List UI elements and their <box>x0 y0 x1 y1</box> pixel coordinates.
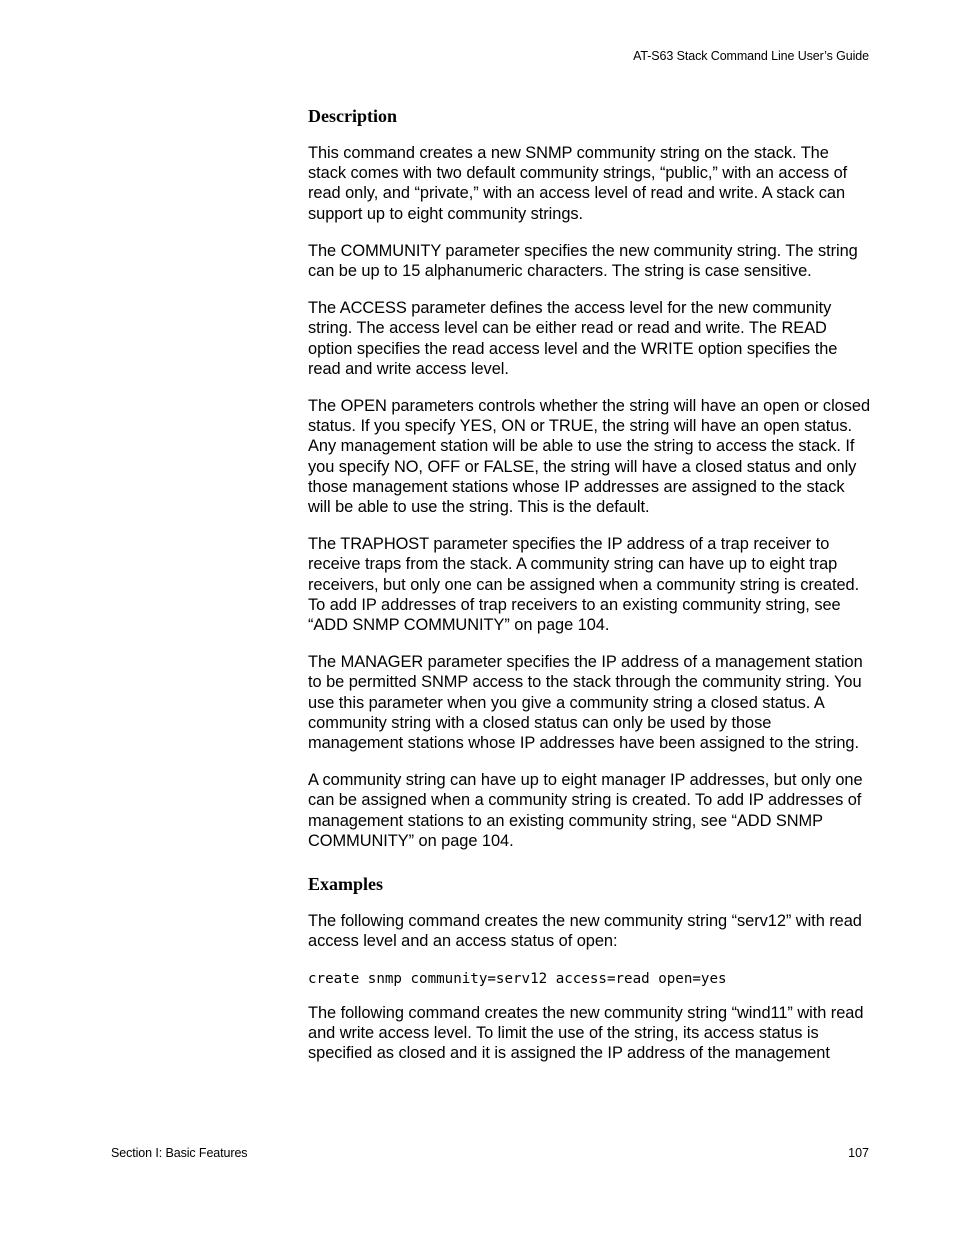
description-paragraph: This command creates a new SNMP community string on the stack. The stack comes with two default community strings, “public,” with an access of read only, and “private,” with an access level of read and write. A stack can support up to eight community strings. <box>308 144 848 223</box>
footer-section: Section I: Basic Features <box>111 1146 248 1160</box>
description-paragraph: A community string can have up to eight manager IP addresses, but only one can be assigned when a community string is created. To add IP addresses of management stations to an existing community string, see “ADD SNMP COMMUNITY” on page 104. <box>308 771 863 850</box>
description-paragraph: The COMMUNITY parameter specifies the new community string. The string can be up to 15 alphanumeric characters. The string is case sensitive. <box>308 241 858 281</box>
description-heading: Description <box>308 106 397 126</box>
example-intro: The following command creates the new community string “wind11” with read and write access level. To limit the use of the string, its access status is specified as closed and it is assigned the IP address of the management <box>308 1003 864 1062</box>
description-paragraph: The ACCESS parameter defines the access level for the new community string. The access level can be either read or read and write. The READ option specifies the read access level and the WRITE option specifies the read and write access level. <box>308 299 838 378</box>
examples-heading: Examples <box>308 874 384 895</box>
description-paragraph: The TRAPHOST parameter specifies the IP address of a trap receiver to receive traps from the stack. A community string can have up to eight trap receivers, but only one can be assigned when a community string is created. To add IP addresses of trap receivers to an existing community string, see “ADD SNMP COMMUNITY” on page 104. <box>308 535 860 635</box>
running-header: AT-S63 Stack Command Line User’s Guide <box>633 49 869 63</box>
description-paragraph: The OPEN parameters controls whether the string will have an open or closed status. If you specify YES, ON or TRUE, the string will have an open status. Any management station will be able to use the string to access the stack. If you specify NO, OFF or FALSE, the string will have a closed status and only those management stations whose IP addresses are assigned to the stack will be able to use the string. This is the default. <box>308 397 871 517</box>
example-command: create snmp community=serv12 access=read open=yes <box>308 970 727 987</box>
page-number: 107 <box>848 1146 869 1160</box>
example-intro: The following command creates the new community string “serv12” with read access level and an access status of open: <box>308 912 862 951</box>
page-content <box>308 105 870 1080</box>
description-paragraph: The MANAGER parameter specifies the IP address of a management station to be permitted SNMP access to the stack through the community string. You use this parameter when you give a community string a closed status. A community string with a closed status can only be used by those management stations whose IP addresses have been assigned to the string. <box>308 653 863 753</box>
